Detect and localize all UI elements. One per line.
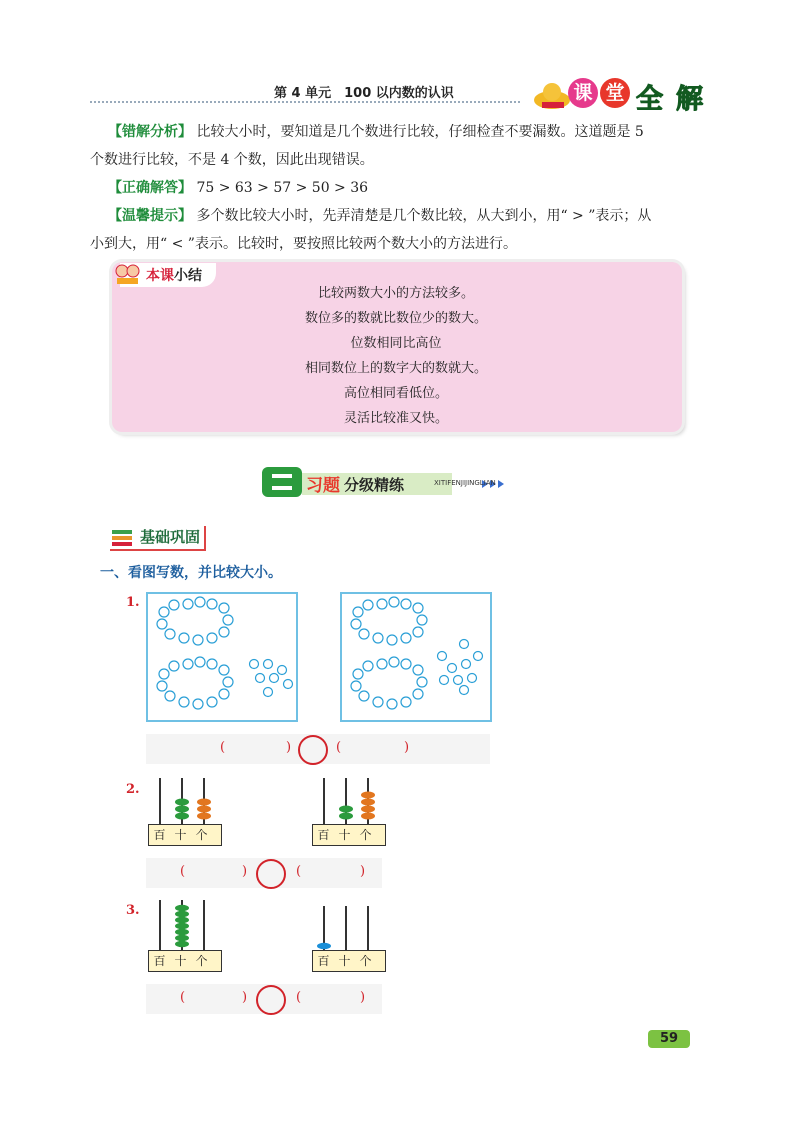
error-analysis-line-2: 个数进行比较，不是 4 个数，因此出现错误。 — [90, 152, 374, 168]
brand-char-3: 全 — [636, 84, 663, 115]
abacus-base-2-left: 百十个 — [148, 824, 222, 846]
banner-label: 分级精练 — [344, 476, 405, 494]
abacus-base-3-right: 百十个 — [312, 950, 386, 972]
compare-circle-3[interactable] — [256, 985, 286, 1015]
abacus-beads-2-left — [148, 778, 222, 826]
banner-pinyin: XITIFENJIJINGLIAN — [434, 479, 496, 487]
summary-line-1: 比较两数大小的方法较多。 — [317, 286, 474, 301]
correct-answer: 【正确解答】 75 > 63 > 57 > 50 > 36 — [108, 180, 369, 196]
section-title: 基础巩固 — [110, 526, 206, 551]
error-analysis-line-1: 【错解分析】 比较大小时，要知道是几个数进行比较，仔细检查不要漏数。这道题是 5 — [108, 124, 644, 140]
brand-logo — [530, 76, 725, 115]
abacus-3-left — [148, 900, 222, 974]
summary-line-2: 数位多的数就比数位少的数大。 — [304, 311, 487, 326]
answer-row-1: ( ) ( ) — [146, 734, 490, 764]
banner-mark: 习题 — [306, 476, 340, 496]
header-divider — [90, 101, 520, 103]
cartoon-kids-icon — [114, 262, 140, 286]
unit-title: 第 4 单元 100 以内数的认识 — [274, 86, 454, 101]
item-3-number: 3. — [126, 903, 140, 918]
answer-row-3: ( ) ( ) — [146, 984, 382, 1014]
exercise-banner — [262, 465, 534, 499]
circle-groups-right — [342, 594, 490, 720]
abacus-beads-3-right — [312, 900, 386, 952]
compare-circle-2[interactable] — [256, 859, 286, 889]
abacus-2-right — [312, 778, 386, 848]
brand-char-2: 堂 — [600, 78, 630, 108]
tip-line-1: 【温馨提示】 多个数比较大小时，先弄清楚是几个数比较，从大到小，用“ > ”表示；从 — [108, 208, 652, 224]
item-2-number: 2. — [126, 782, 140, 797]
brand-char-4: 解 — [676, 84, 703, 115]
abacus-base-2-right: 百十个 — [312, 824, 386, 846]
circles-panel-left — [146, 592, 298, 722]
summary-line-6: 灵活比较准又快。 — [343, 411, 448, 426]
abacus-2-left — [148, 778, 222, 848]
item-1-number: 1. — [126, 595, 140, 610]
abacus-base-3-left: 百十个 — [148, 950, 222, 972]
summary-line-3: 位数相同比高位 — [350, 336, 442, 351]
circles-panel-right — [340, 592, 492, 722]
abacus-beads-3-left — [148, 900, 222, 952]
abacus-3-right — [312, 900, 386, 974]
brand-char-1: 课 — [568, 78, 598, 108]
circle-groups-left — [148, 594, 296, 720]
abacus-beads-2-right — [312, 778, 386, 826]
summary-line-4: 相同数位上的数字大的数就大。 — [304, 361, 487, 376]
summary-title: 本课小结 — [120, 263, 216, 287]
compare-circle-1[interactable] — [298, 735, 328, 765]
tip-line-2: 小到大，用“ < ”表示。比较时，要按照比较两个数大小的方法进行。 — [90, 236, 517, 252]
page-number: 59 — [648, 1030, 690, 1048]
answer-row-2: ( ) ( ) — [146, 858, 382, 888]
question-title: 一、看图写数，并比较大小。 — [100, 565, 282, 581]
summary-line-5: 高位相同看低位。 — [343, 386, 448, 401]
